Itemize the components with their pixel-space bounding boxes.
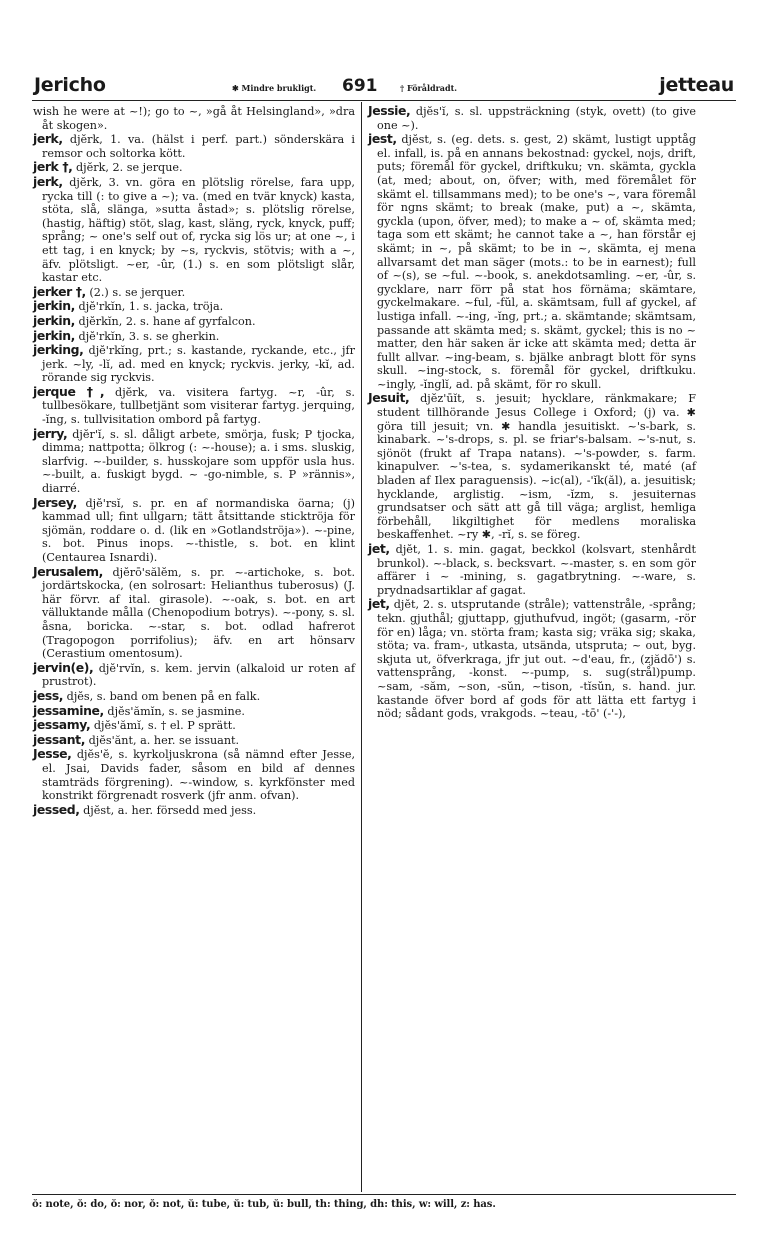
entry-text: djĕ'rvĭn, s. kem. jervin (alkaloid ur roten af prustrot). (42, 661, 355, 689)
entry-headword: jerkin, (33, 327, 75, 343)
entry-text: djĕr'ĭ, s. sl. dåligt arbete, smörja, fusk; P tjocka, dimma; nattpotta; ölkrog (: ~-house); a. i sms. sluskig, slarfvig. ~-builder, s. husskojare som uppför usla hus. ~-built, a. fuskigt bygd. ~ -go-nimble, s. P »rännis», diarré. (42, 427, 355, 496)
dictionary-entry (33, 343, 355, 385)
dictionary-entry (33, 132, 355, 160)
dictionary-entry (33, 747, 355, 802)
entry-headword: jerker †, (33, 283, 86, 299)
dictionary-entry (368, 132, 696, 391)
entry-text: djĕrk, 1. va. (hälst i perf. part.) sönderskära i remsor och soltorka kött. (42, 133, 355, 160)
dictionary-entry (33, 496, 355, 565)
entry-text: djĕ'rkĭng, prt.; s. kastande, ryckande, etc., jfr jerk. ~ly, -lĭ, ad. med en knyck; ryckvis. jerky, -kĭ, ad. rörande sig ryckvis. (42, 344, 355, 385)
legend-rare: ✱ Mindre brukligt. (232, 83, 317, 93)
entry-text: djĕst, s. (eg. dets. s. gest, 2) skämt, lustigt upptåg el. infall, is. på en annans bekostnad: gyckel, nojs, drift, puts; föremål för gyckel, driftkuku; vn. skämta, gyckla (at, med; about, on, öfver; with, med föremålet för skämt el. tillsammans med); to be one's ~, vara föremål för ngns skämt; to break (make, put) a ~, skämta, gyckla (upon, öfver, med); to make a ~ of, skämta med; taga som ett skämt; he cannot take a ~, han förstår ej skämt; in ~, på skämt; to be in ~, skämta, ej mena allvarsamt det man säger (mots.: to be in earnest); full of ~(s), se ~ful. ~-book, s. anekdotsamling. ~er, -ûr, s. gycklare, narr förr på stat hos förnäma; skämtare, gyckelmakare. ~ful, -fŭl, a. skämtsam, full af gyckel, af lustiga infall. ~-ing, -ĭng, prt.; a. skämtande; skämtsam, passande att skämta med; s. skämt, gyckel; this is no ~ matter, den här saken är icke att skämta med; detta är fullt allvar. ~ing-beam, s. bjälke anbragt blott för syns skull. ~ing-stock, s. föremål för gyckel, driftkuku. ~ingly, -ĭnglĭ, ad. på skämt, för ro skull. (377, 133, 696, 391)
dictionary-entry (33, 160, 355, 175)
entry-text: djĕrk, 2. se jerque. (72, 161, 183, 175)
dictionary-entry (368, 104, 696, 132)
entry-headword: jerk, (33, 131, 63, 147)
entry-headword: jessant, (33, 731, 86, 747)
entry-headword: jerque †, (33, 383, 105, 399)
right-column (368, 104, 696, 721)
entry-headword: jessed, (33, 801, 80, 817)
pronunciation-key: ŏ: note, ŏ: do, ŏ: nor, ŏ: not, ŭ: tube, ŭ: tub, ŭ: bull, th: thing, dh: this, w: will, z: has. (32, 1199, 496, 1210)
dictionary-entry (33, 314, 355, 329)
entry-text: djĕt, 2. s. utsprutande (stråle); vattenstråle, -språng; tekn. gjuthål; gjuttapp, gjuthufvud, ingöt; (gasarm, -rör för en) låga; vn. störta fram; kasta sig; vräka sig; skaka, stöta; va. fram-, utkasta, utsända, utspruta; ~ out, byg. skjuta ut, öfverkraga, jfr jut out. ~d'eau, fr., (zjădō') s. vattensprång, -konst. ~-pump, s. sug(strål)pump. ~sam, -săm, ~son, -sŭn, ~tison, -tĭsŭn, s. hand. jur. kastande öfver bord af gods för att lätta ett fartyg i nöd; sådant gods, vrakgods. ~teau, -tō' (-'-), (377, 598, 696, 721)
entry-text: djĕrō'sălĕm, s. pr. ~-artichoke, s. bot. jordärtskocka, (en solrosart: Helianthus tuberosus) (J. här förvr. af ital. girasole). ~-oak, s. bot. en art välluktande målla (Chenopodium botrys). ~-pony, s. sl. åsna, boricka. ~-star, s. bot. odlad hafrerot (Tragopogon porrifolius); äfv. en art hönsarv (Cerastium omentosum). (42, 565, 355, 661)
dictionary-entry (33, 385, 355, 427)
entry-text: (2.) s. se jerquer. (85, 285, 186, 299)
entry-headword: jessamy, (33, 717, 91, 733)
entry-headword: Jesuit, (368, 390, 410, 406)
page-number: 691 (342, 76, 378, 96)
entry-headword: jerking, (33, 342, 84, 358)
dictionary-entry (33, 803, 355, 818)
entry-text: djĕt, 1. s. min. gagat, beckkol (kolsvart, stenhårdt brunkol). ~-black, s. becksvart. ~-master, s. en som gör affärer i ~ -mining, s. gagatbrytning. ~-ware, s. prydnadsartiklar af gagat. (377, 543, 696, 597)
entry-headword: Jesse, (33, 746, 72, 762)
entry-headword: jest, (368, 131, 397, 147)
entry-headword: jessamine, (33, 702, 104, 718)
entry-headword: jet, (368, 541, 390, 556)
dictionary-entry (368, 391, 696, 542)
dictionary-entry (33, 565, 355, 661)
entry-headword: Jersey, (33, 494, 77, 510)
dictionary-entry (368, 597, 696, 720)
entry-headword: jerkin, (33, 312, 75, 328)
header-rule (32, 100, 736, 101)
entry-text: djĕz'ūĭt, s. jesuit; hycklare, ränkmakare; F student tillhörande Jesus College i Oxford; (j) va. ✱ göra till jesuit; vn. ✱ handla jesuitiskt. ~'s-bark, s. kinabark. ~'s-drops, s. pl. se friar's-balsam. ~'s-nut, s. sjönöt (frukt af Trapa natans). ~'s-powder, s. farm. kinapulver. ~'s-tea, s. sydamerikanskt té, maté (af bladen af Ilex paraguensis). ~ic(al), -'ĭk(ăl), a. jesuitisk; hycklande, arglistig. ~ism, -ĭzm, s. jesuiternas grundsatser och sätt att gå till väga; arglist, hemliga förbehåll, likgiltighet för medlens moraliska beskaffenhet. ~ry ✱, -rĭ, s. se föreg. (377, 392, 696, 542)
dictionary-entry (33, 733, 355, 748)
entry-headword: jervin(e), (33, 659, 94, 675)
dictionary-entry (33, 329, 355, 344)
column-divider (361, 102, 362, 1192)
dictionary-entry (33, 175, 355, 285)
dictionary-entry (33, 704, 355, 719)
guide-word-left: Jericho (34, 74, 106, 96)
entry-text: djĕs'ănt, a. her. se issuant. (85, 733, 240, 747)
entry-headword: Jerusalem, (33, 563, 103, 579)
left-column (33, 104, 355, 817)
legend-obsolete: † Föråldradt. (400, 83, 458, 93)
entry-headword: jerk †, (33, 159, 73, 175)
entry-text: djĕs'ămĭn, s. se jasmine. (103, 704, 245, 718)
dictionary-entry (33, 285, 355, 300)
entry-text: wish he were at ~!); go to ~, »gå åt Helsingland», »dra åt skogen». (33, 105, 355, 132)
entry-text: djĕs'ămĭ, s. † el. P sprätt. (90, 719, 236, 733)
entry-text: djĕ'rkĭn, 3. s. se gherkin. (74, 329, 220, 343)
entry-text: djĕs'ĭ, s. sl. uppsträckning (styk, ovett) (to give one ~). (377, 105, 696, 132)
entry-text: djĕst, a. her. försedd med jess. (79, 803, 257, 817)
entry-text: djĕ'rkĭn, 1. s. jacka, tröja. (74, 300, 224, 314)
entry-headword: jerkin, (33, 298, 75, 314)
dictionary-entry (33, 427, 355, 496)
guide-word-right: jetteau (659, 74, 734, 96)
dictionary-entry (33, 718, 355, 733)
entry-headword: jerry, (33, 425, 68, 441)
entry-headword: jet, (368, 596, 390, 612)
entry-text: djĕ'rsĭ, s. pr. en af normandiska öarna; (j) kammad ull; fint ullgarn; tätt åtsittande sticktröja för sjömän, roddare o. d. (lik en »Gotlandströja»). ~-pine, s. bot. Pinus inops. ~-thistle, s. bot. en klint (Centaurea Isnardi). (42, 496, 355, 564)
footer-rule (32, 1194, 736, 1195)
dictionary-entry (33, 104, 355, 132)
entry-text: djĕrk, va. visitera fartyg. ~r, -ûr, s. tullbesökare, tullbetjänt som visiterar fartyg. jerquing, -ĭng, s. tullvisitation ombord på fartyg. (42, 385, 355, 427)
entry-text: djĕs'ĕ, s. kyrkoljuskrona (så nämnd efter Jesse, el. Jsai, Davids fader, såsom en bild af dennes stamträds förgrening). ~-window, s. kyrkfönster med konstrikt förgrenadt rosverk (jfr anm. ofvan). (42, 748, 355, 803)
entry-headword: jess, (33, 687, 64, 703)
dictionary-entry (33, 299, 355, 314)
entry-text: djĕrkĭn, 2. s. hane af gyrfalcon. (74, 314, 256, 328)
dictionary-entry (33, 661, 355, 689)
page-header (32, 70, 736, 96)
entry-text: djĕrk, 3. vn. göra en plötslig rörelse, fara upp, rycka till (: to give a ~); va. (med en tvär knyck) kasta, stöta, slå, slänga, »sutta åstad»; s. plötslig rörelse, (hastig, häftig) stöt, slag, kast, släng, ryck, knyck, puff; språng; ~ one's self out of, rycka sig lös ur; at one ~, i ett tag, i en knyck; by ~s, ryckvis, stötvis; with a ~, äfv. plötsligt. ~er, -ûr, (1.) s. en som plötsligt slår, kastar etc. (42, 175, 355, 285)
dictionary-entry (368, 542, 696, 597)
entry-text: djĕs, s. band om benen på en falk. (63, 689, 261, 703)
dictionary-entry (33, 689, 355, 704)
entry-headword: jerk, (33, 173, 63, 189)
entry-headword: Jessie, (368, 103, 411, 118)
